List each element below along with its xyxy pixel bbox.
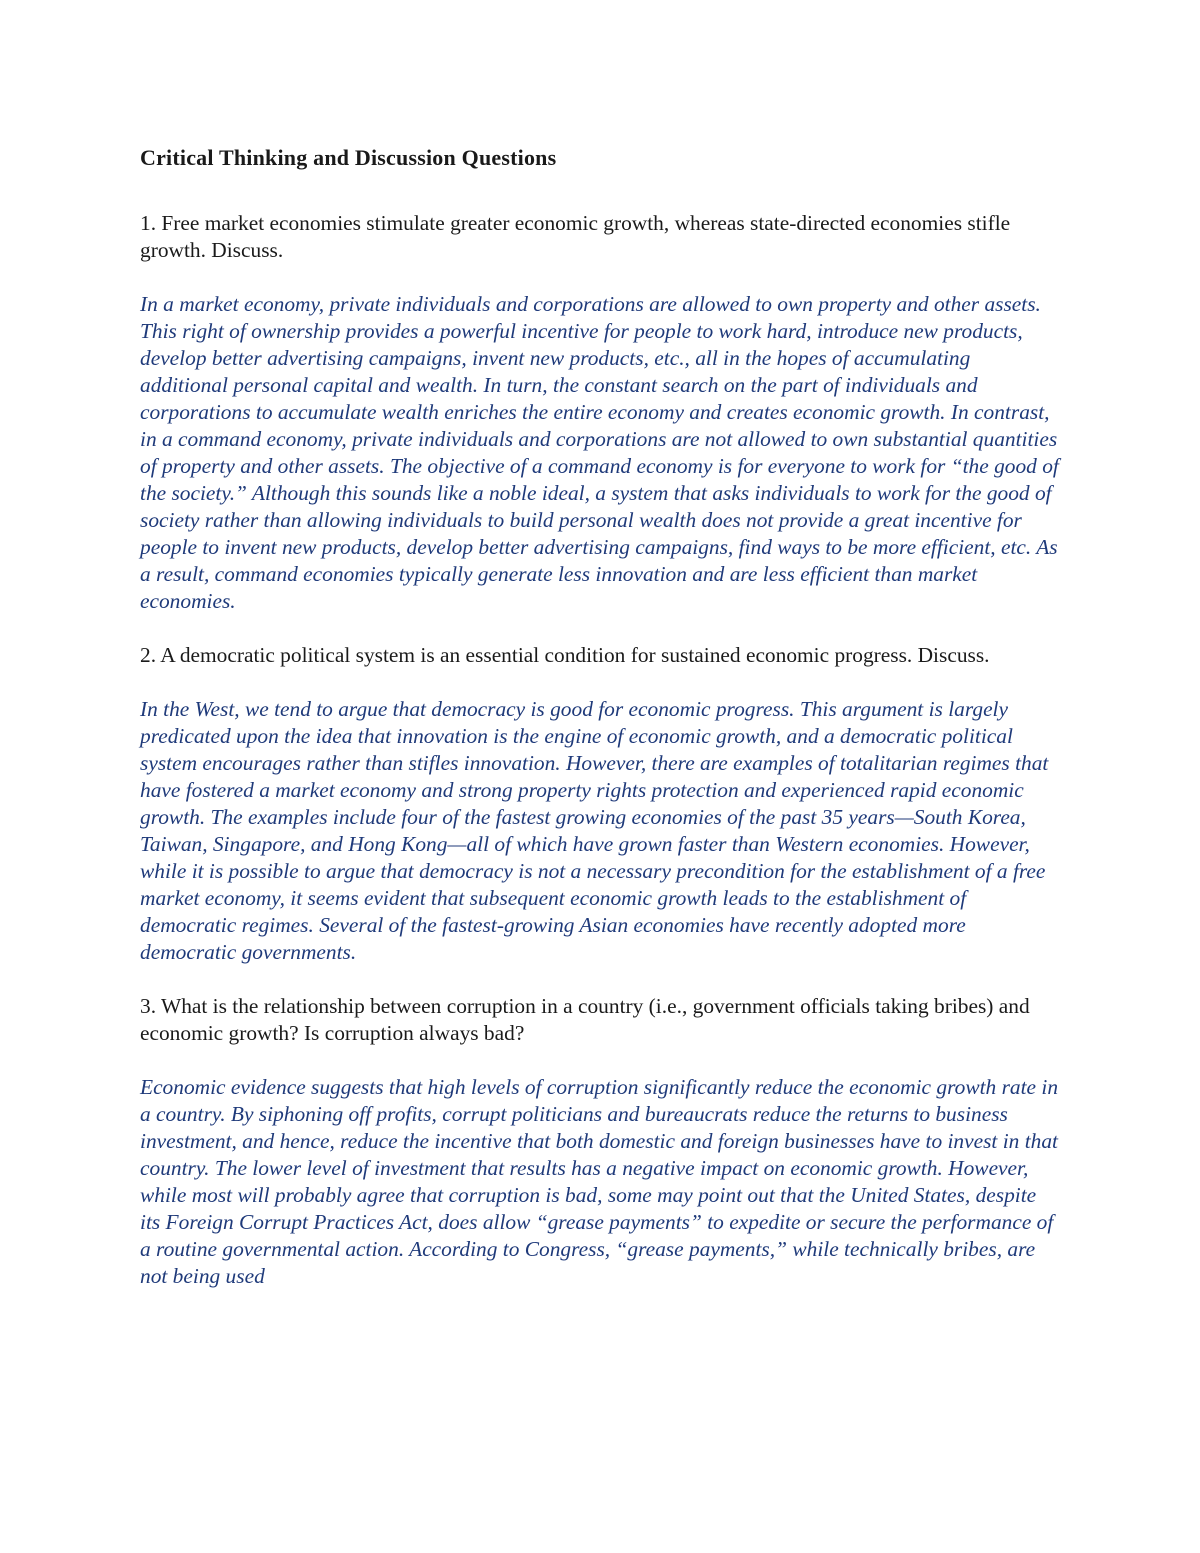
question-1: 1. Free market economies stimulate greater economic growth, whereas state-directed economies stifle growth. Discuss. (140, 211, 1011, 262)
question-2: 2. A democratic political system is an essential condition for sustained economic progress. Discuss. (140, 643, 990, 667)
section-2 (140, 642, 1060, 966)
answer-3: Economic evidence suggests that high levels of corruption significantly reduce the economic growth rate in a country. By siphoning off profits, corrupt politicians and bureaucrats reduce the returns to business investment, and hence, reduce the incentive that both domestic and foreign businesses have to invest in that country. The lower level of investment that results has a negative impact on economic growth. However, while most will probably agree that corruption is bad, some may point out that the United States, despite its Foreign Corrupt Practices Act, does allow “grease payments” to expedite or secure the performance of a routine governmental action. According to Congress, “grease payments,” while technically bribes, are not being used (140, 1075, 1059, 1288)
question-3: 3. What is the relationship between corruption in a country (i.e., government officials taking bribes) and economic growth? Is corruption always bad? (140, 994, 1030, 1045)
document-title: Critical Thinking and Discussion Questions (140, 145, 557, 170)
section-1 (140, 210, 1060, 615)
answer-2: In the West, we tend to argue that democracy is good for economic progress. This argument is largely predicated upon the idea that innovation is the engine of economic growth, and a democratic political system encourages rather than stifles innovation. However, there are examples of totalitarian regimes that have fostered a market economy and strong property rights protection and experienced rapid economic growth. The examples include four of the fastest growing economies of the past 35 years—South Korea, Taiwan, Singapore, and Hong Kong—all of which have grown faster than Western economies. However, while it is possible to argue that democracy is not a necessary precondition for the establishment of a free market economy, it seems evident that subsequent economic growth leads to the establishment of democratic regimes. Several of the fastest-growing Asian economies have recently adopted more democratic governments. (140, 697, 1049, 964)
document-page (140, 140, 1060, 1317)
answer-1: In a market economy, private individuals and corporations are allowed to own property and other assets. This right of ownership provides a powerful incentive for people to work hard, introduce new products, develop better advertising campaigns, invent new products, etc., all in the hopes of accumulating additional personal capital and wealth. In turn, the constant search on the part of individuals and corporations to accumulate wealth enriches the entire economy and creates economic growth. In contrast, in a command economy, private individuals and corporations are not allowed to own substantial quantities of property and other assets. The objective of a command economy is for everyone to work for “the good of the society.” Although this sounds like a noble ideal, a system that asks individuals to work for the good of society rather than allowing individuals to build personal wealth does not provide a great incentive for people to invent new products, develop better advertising campaigns, find ways to be more efficient, etc. As a result, command economies typically generate less innovation and are less efficient than market economies. (140, 292, 1059, 613)
section-3 (140, 993, 1060, 1290)
